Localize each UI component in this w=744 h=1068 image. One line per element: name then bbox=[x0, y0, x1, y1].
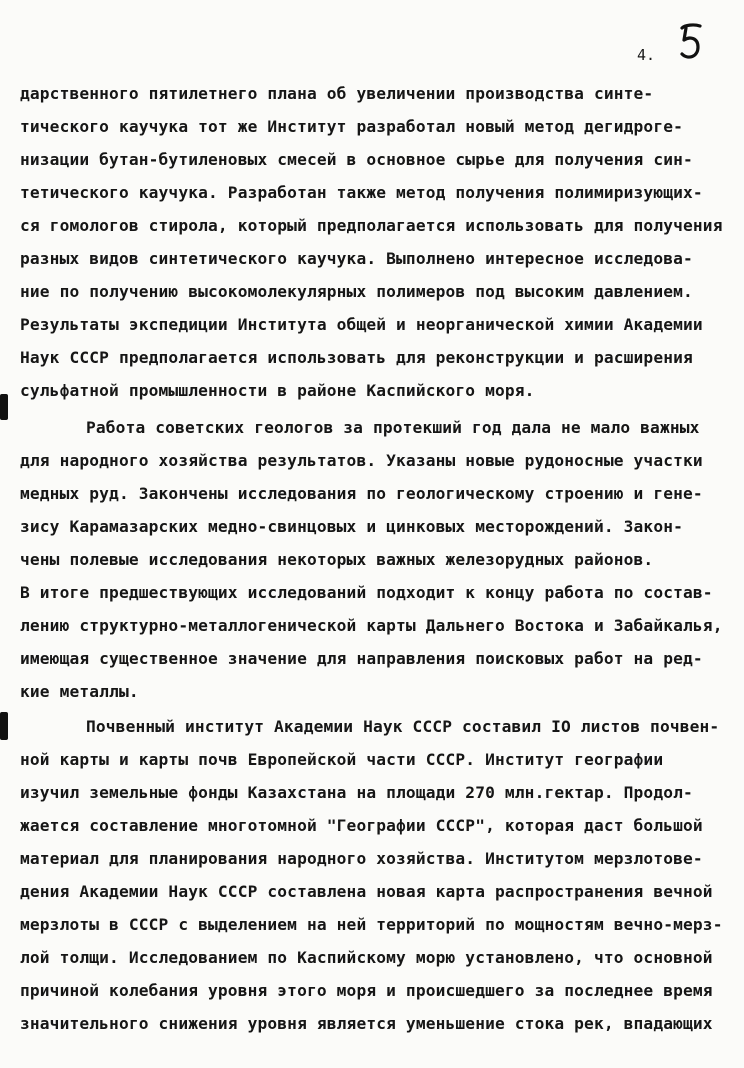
text-line: медных руд. Закончены исследования по геологическому строению и гене- bbox=[20, 484, 703, 503]
text-line: жается составление многотомной "Географии СССР", которая даст большой bbox=[20, 816, 703, 835]
margin-punch-mark-lower bbox=[0, 712, 8, 740]
text-line: лой толщи. Исследованием по Каспийскому морю установлено, что основной bbox=[20, 948, 713, 967]
text-line: разных видов синтетического каучука. Выполнено интересное исследова- bbox=[20, 249, 693, 268]
text-line: зису Карамазарских медно-свинцовых и цинковых месторождений. Закон- bbox=[20, 517, 684, 536]
text-line: мерзлоты в СССР с выделением на ней территорий по мощностям вечно-мерз- bbox=[20, 915, 723, 934]
text-line: имеющая существенное значение для направления поисковых работ на ред- bbox=[20, 649, 703, 668]
text-line: Результаты экспедиции Института общей и неорганической химии Академии bbox=[20, 315, 703, 334]
text-line: Почвенный институт Академии Наук СССР составил IO листов почвен- bbox=[86, 717, 720, 736]
text-line: значительного снижения уровня является уменьшение стока рек, впадающих bbox=[20, 1014, 713, 1033]
page-number: 4. bbox=[637, 46, 656, 64]
text-line: материал для планирования народного хозяйства. Институтом мерзлотове- bbox=[20, 849, 703, 868]
text-line: дения Академии Наук СССР составлена новая карта распространения вечной bbox=[20, 882, 713, 901]
text-line: тического каучука тот же Институт разработал новый метод дегидроге- bbox=[20, 117, 684, 136]
text-line: причиной колебания уровня этого моря и происшедшего за последнее время bbox=[20, 981, 713, 1000]
text-line: Наук СССР предполагается использовать для реконструкции и расширения bbox=[20, 348, 693, 367]
text-line: кие металлы. bbox=[20, 682, 139, 701]
text-line: низации бутан-бутиленовых смесей в основное сырье для получения син- bbox=[20, 150, 693, 169]
text-line: ние по получению высокомолекулярных полимеров под высоким давлением. bbox=[20, 282, 693, 301]
text-line: дарственного пятилетнего плана об увеличении производства синте- bbox=[20, 84, 654, 103]
text-line: лению структурно-металлогенической карты Дальнего Востока и Забайкалья, bbox=[20, 616, 723, 635]
text-line: ной карты и карты почв Европейской части СССР. Институт географии bbox=[20, 750, 664, 769]
text-line: В итоге предшествующих исследований подходит к концу работа по состав- bbox=[20, 583, 713, 602]
text-line: сульфатной промышленности в районе Каспийского моря. bbox=[20, 381, 535, 400]
handwritten-page-number bbox=[676, 20, 704, 64]
text-line: для народного хозяйства результатов. Указаны новые рудоносные участки bbox=[20, 451, 703, 470]
text-line: чены полевые исследования некоторых важных железорудных районов. bbox=[20, 550, 654, 569]
text-line: Работа советских геологов за протекший год дала не мало важных bbox=[86, 418, 700, 437]
text-line: ся гомологов стирола, который предполагается использовать для получения bbox=[20, 216, 723, 235]
text-line: тетического каучука. Разработан также метод получения полимиризующих- bbox=[20, 183, 703, 202]
text-line: изучил земельные фонды Казахстана на площади 270 млн.гектар. Продол- bbox=[20, 783, 693, 802]
margin-punch-mark-upper bbox=[0, 394, 8, 420]
